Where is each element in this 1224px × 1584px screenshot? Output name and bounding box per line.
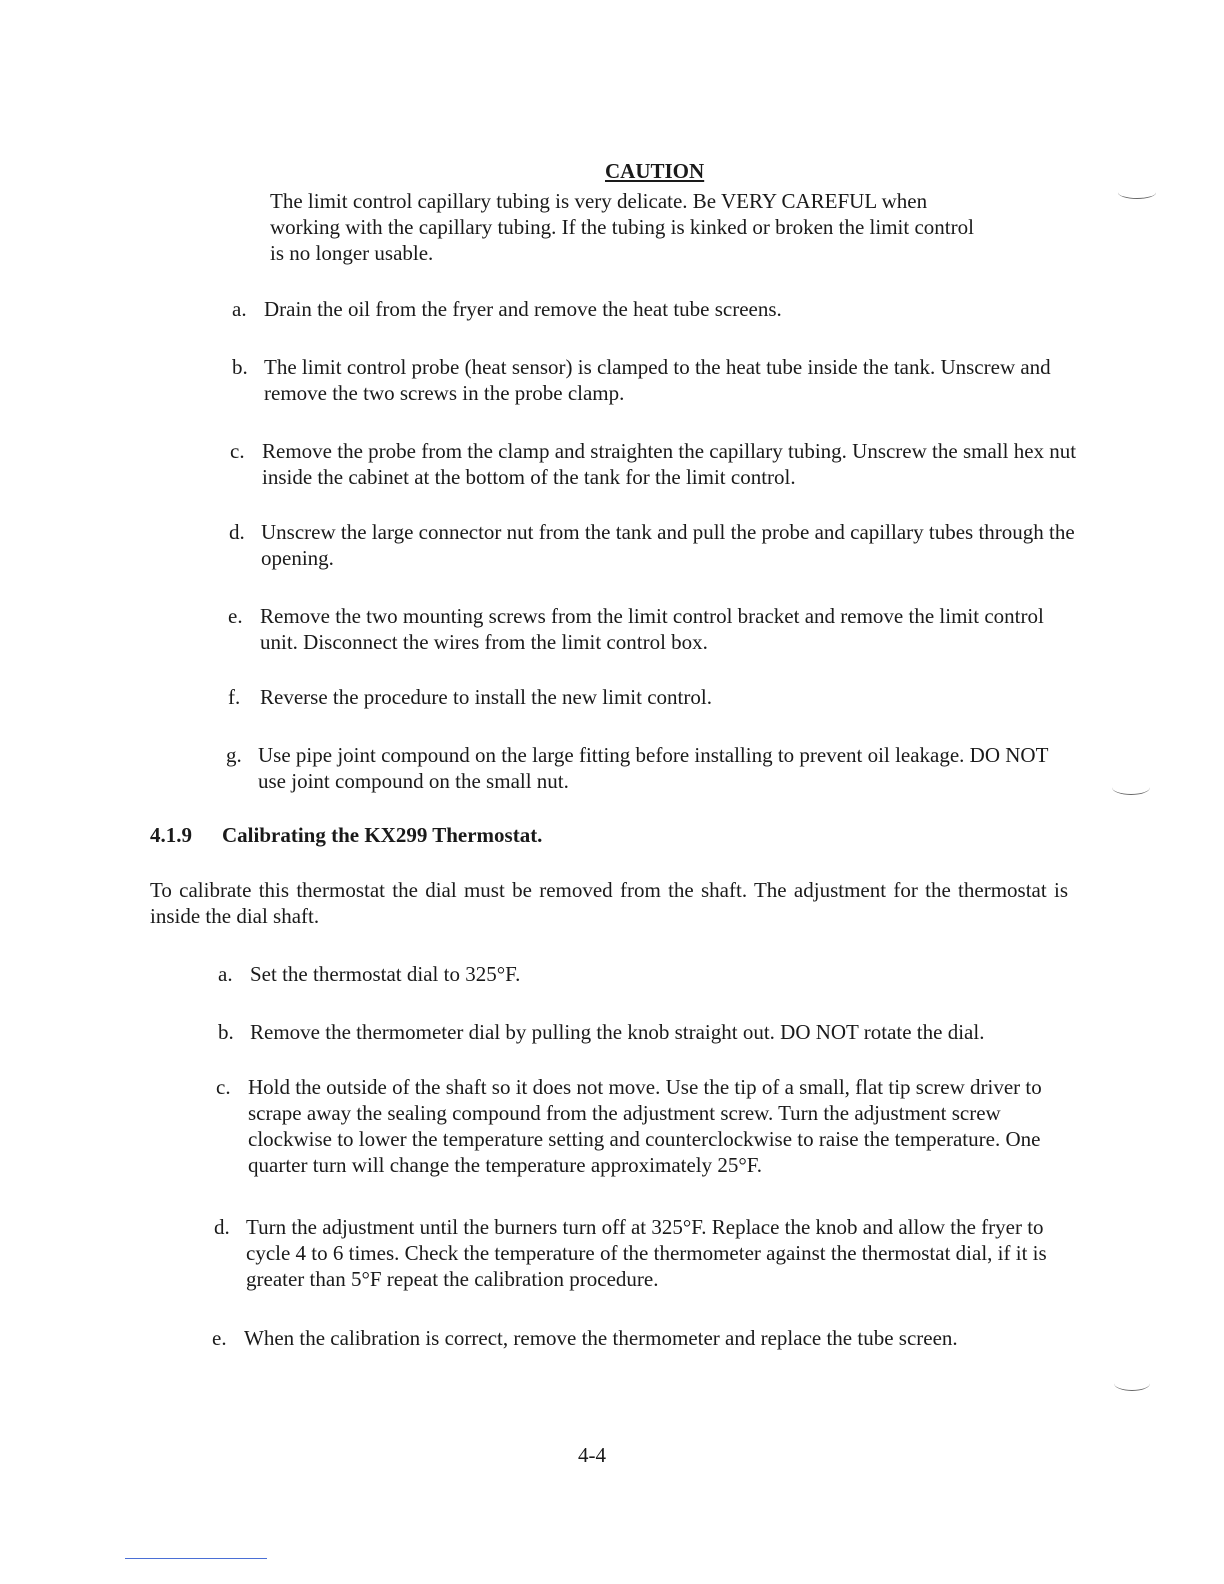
list-item <box>228 603 1078 655</box>
list-item <box>218 1019 1068 1045</box>
scan-mark <box>1112 780 1150 795</box>
list-item-letter: e. <box>228 604 243 628</box>
section-title: Calibrating the KX299 Thermostat. <box>222 823 543 847</box>
list-item-text: Turn the adjustment until the burners turn off at 325°F. Replace the knob and allow the fryer to cycle 4 to 6 times. Check the temperature of the thermometer against the thermostat dial, if it is greater than 5°F repeat the calibration procedure. <box>246 1215 1047 1291</box>
caution-title: CAUTION <box>605 159 705 183</box>
list-item-letter: d. <box>229 520 245 544</box>
scan-mark <box>1118 186 1156 199</box>
list-item <box>218 961 1068 987</box>
list-item-letter: d. <box>214 1215 230 1239</box>
list-item <box>229 519 1079 571</box>
list-item-letter: c. <box>230 439 245 463</box>
list-item-text: Remove the thermometer dial by pulling the knob straight out. DO NOT rotate the dial. <box>250 1020 985 1044</box>
list-item-letter: c. <box>216 1075 231 1099</box>
list-item-text: Use pipe joint compound on the large fitting before installing to prevent oil leakage. DO NOT use joint compound on the small nut. <box>258 743 1049 793</box>
list-item-letter: b. <box>218 1020 234 1044</box>
list-item <box>214 1214 1066 1292</box>
list-item-text: Remove the probe from the clamp and straighten the capillary tubing. Unscrew the small hex nut inside the cabinet at the bottom of the tank for the limit control. <box>262 439 1077 489</box>
section-heading <box>150 822 542 848</box>
list-item-text: Set the thermostat dial to 325°F. <box>250 962 521 986</box>
list-item-letter: g. <box>226 743 242 767</box>
footer-rule <box>125 1558 267 1559</box>
list-item <box>232 354 1080 406</box>
caution-text: The limit control capillary tubing is very delicate. Be VERY CAREFUL when working with the capillary tubing. If the tubing is kinked or broken the limit control is no longer usable. <box>270 189 974 265</box>
list-item <box>212 1325 1064 1351</box>
list-item-text: When the calibration is correct, remove the thermometer and replace the tube screen. <box>244 1326 958 1350</box>
list-item-text: Hold the outside of the shaft so it does not move. Use the tip of a small, flat tip screw driver to scrape away the sealing compound from the adjustment screw. Turn the adjustment screw clockwise to lower the temperature setting and counterclockwise to raise the temperature. One quarter turn will change the temperature approximately 25°F. <box>248 1075 1042 1177</box>
list-item <box>226 742 1076 794</box>
list-item-letter: e. <box>212 1326 227 1350</box>
list-item <box>228 684 1078 710</box>
list-item-letter: a. <box>218 962 233 986</box>
section-intro: To calibrate this thermostat the dial must be removed from the shaft. The adjustment for the thermostat is inside the dial shaft. <box>150 878 1068 928</box>
list-item-text: Drain the oil from the fryer and remove the heat tube screens. <box>264 297 782 321</box>
list-item-text: Reverse the procedure to install the new limit control. <box>260 685 712 709</box>
list-item-letter: f. <box>228 685 241 709</box>
scan-mark <box>1114 1376 1150 1391</box>
list-item-text: Remove the two mounting screws from the limit control bracket and remove the limit control unit. Disconnect the wires from the limit control box. <box>260 604 1044 654</box>
page-number: 4-4 <box>578 1443 606 1467</box>
list-item-letter: a. <box>232 297 247 321</box>
list-item <box>230 438 1080 490</box>
list-item <box>232 296 1080 322</box>
list-item-letter: b. <box>232 355 248 379</box>
section-number: 4.1.9 <box>150 823 192 847</box>
list-item-text: Unscrew the large connector nut from the tank and pull the probe and capillary tubes through the opening. <box>261 520 1075 570</box>
list-item-text: The limit control probe (heat sensor) is clamped to the heat tube inside the tank. Unscrew and remove the two screws in the probe clamp. <box>264 355 1051 405</box>
list-item <box>216 1074 1068 1178</box>
